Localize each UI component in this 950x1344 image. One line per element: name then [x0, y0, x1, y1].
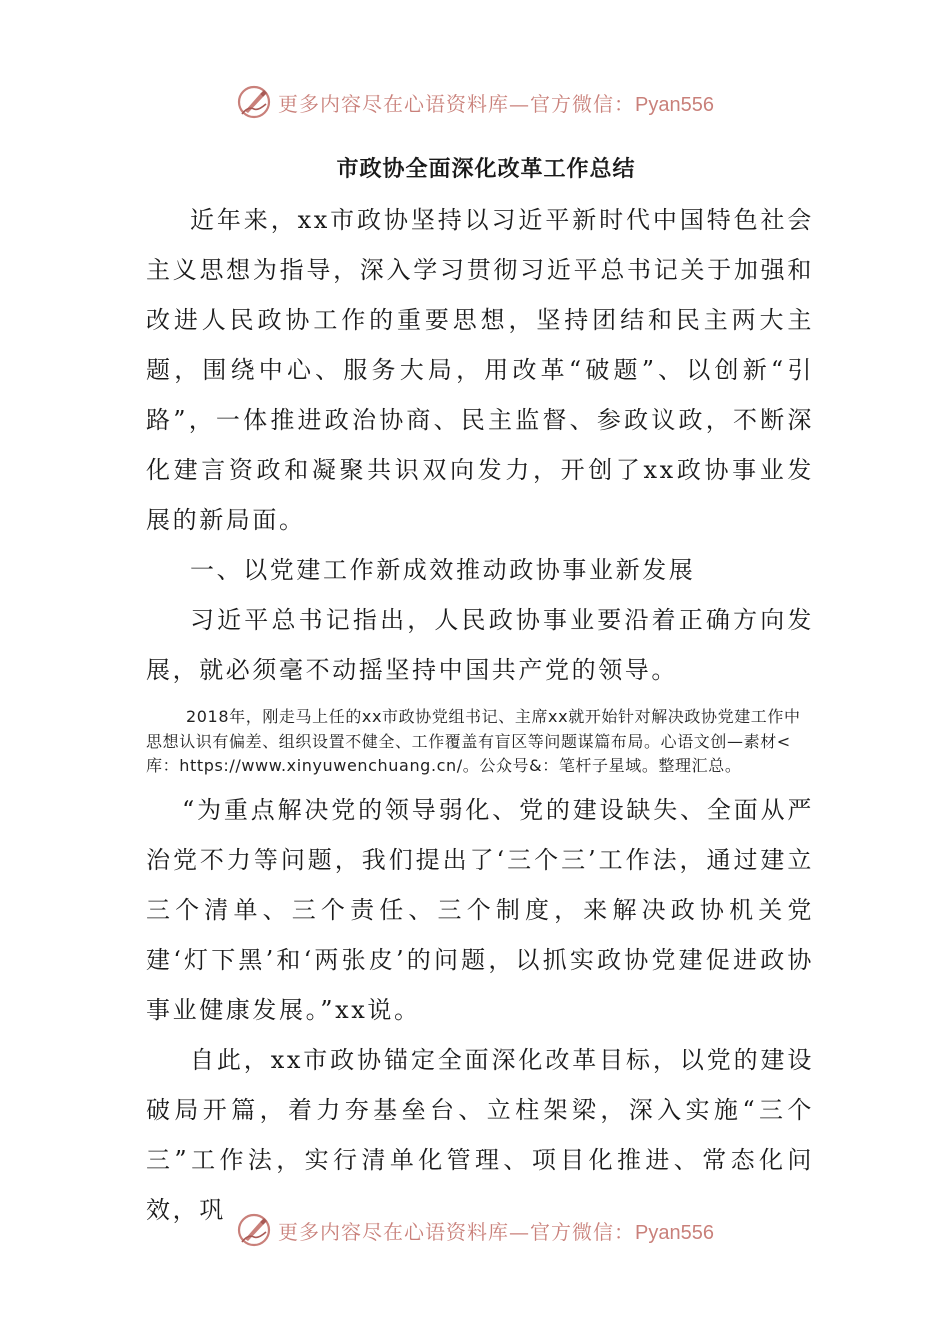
- closing-paragraph: 自此，xx市政协锚定全面深化改革目标，以党的建设破局开篇，着力夯基垒台、立柱架梁，深入实施“三个三”工作法，实行清单化管理、项目化推进、常态化问效，巩: [146, 1045, 814, 1224]
- section-heading: 一、以党建工作新成效推动政协事业新发展: [190, 556, 696, 584]
- header-watermark: [0, 82, 950, 122]
- source-note: 2018年，刚走马上任的xx市政协党组书记、主席xx就开始针对解决政协党建工作中思想认识有偏差、组织设置不健全、工作覆盖有盲区等问题谋篇布局。心语文创—素材<库：https://www.xinyuwenchuang.cn/。公众号&：笔杆子星域。整理汇总。: [146, 707, 801, 775]
- document-title: 市政协全面深化改革工作总结: [336, 157, 636, 182]
- quote-paragraph: “为重点解决党的领导弱化、党的建设缺失、全面从严治党不力等问题，我们提出了‘三个三’工作法，通过建立三个清单、三个责任、三个制度，来解决政协机关党建‘灯下黑’和‘两张皮’的问题，以抓实政协党建促进政协事业健康发展。”xx说。: [146, 795, 814, 1024]
- pen-logo-icon: [236, 84, 272, 120]
- watermark-wechat-id: Pyan556: [635, 1221, 714, 1244]
- pen-logo-icon: [236, 1212, 272, 1248]
- watermark-wechat-label: 官方微信：: [530, 91, 636, 116]
- footer-watermark: [0, 1210, 950, 1250]
- intro-paragraph: 近年来，xx市政协坚持以习近平新时代中国特色社会主义思想为指导，深入学习贯彻习近平总书记关于加强和改进人民政协工作的重要思想，坚持团结和民主两大主题，围绕中心、服务大局，用改革“破题”、以创新“引路”，一体推进政治协商、民主监督、参政议政，不断深化建言资政和凝聚共识双向发力，开创了xx政协事业发展的新局面。: [146, 206, 814, 534]
- watermark-dash: —: [509, 1219, 531, 1244]
- document-page: [146, 148, 814, 1235]
- watermark-dash: —: [509, 91, 531, 116]
- watermark-site-text: 更多内容尽在心语资料库: [278, 91, 510, 116]
- body-paragraph: 习近平总书记指出，人民政协事业要沿着正确方向发展，就必须毫不动摇坚持中国共产党的领导。: [146, 606, 814, 684]
- watermark-wechat-id: Pyan556: [635, 93, 714, 116]
- watermark-wechat-label: 官方微信：: [530, 1219, 636, 1244]
- watermark-site-text: 更多内容尽在心语资料库: [278, 1219, 510, 1244]
